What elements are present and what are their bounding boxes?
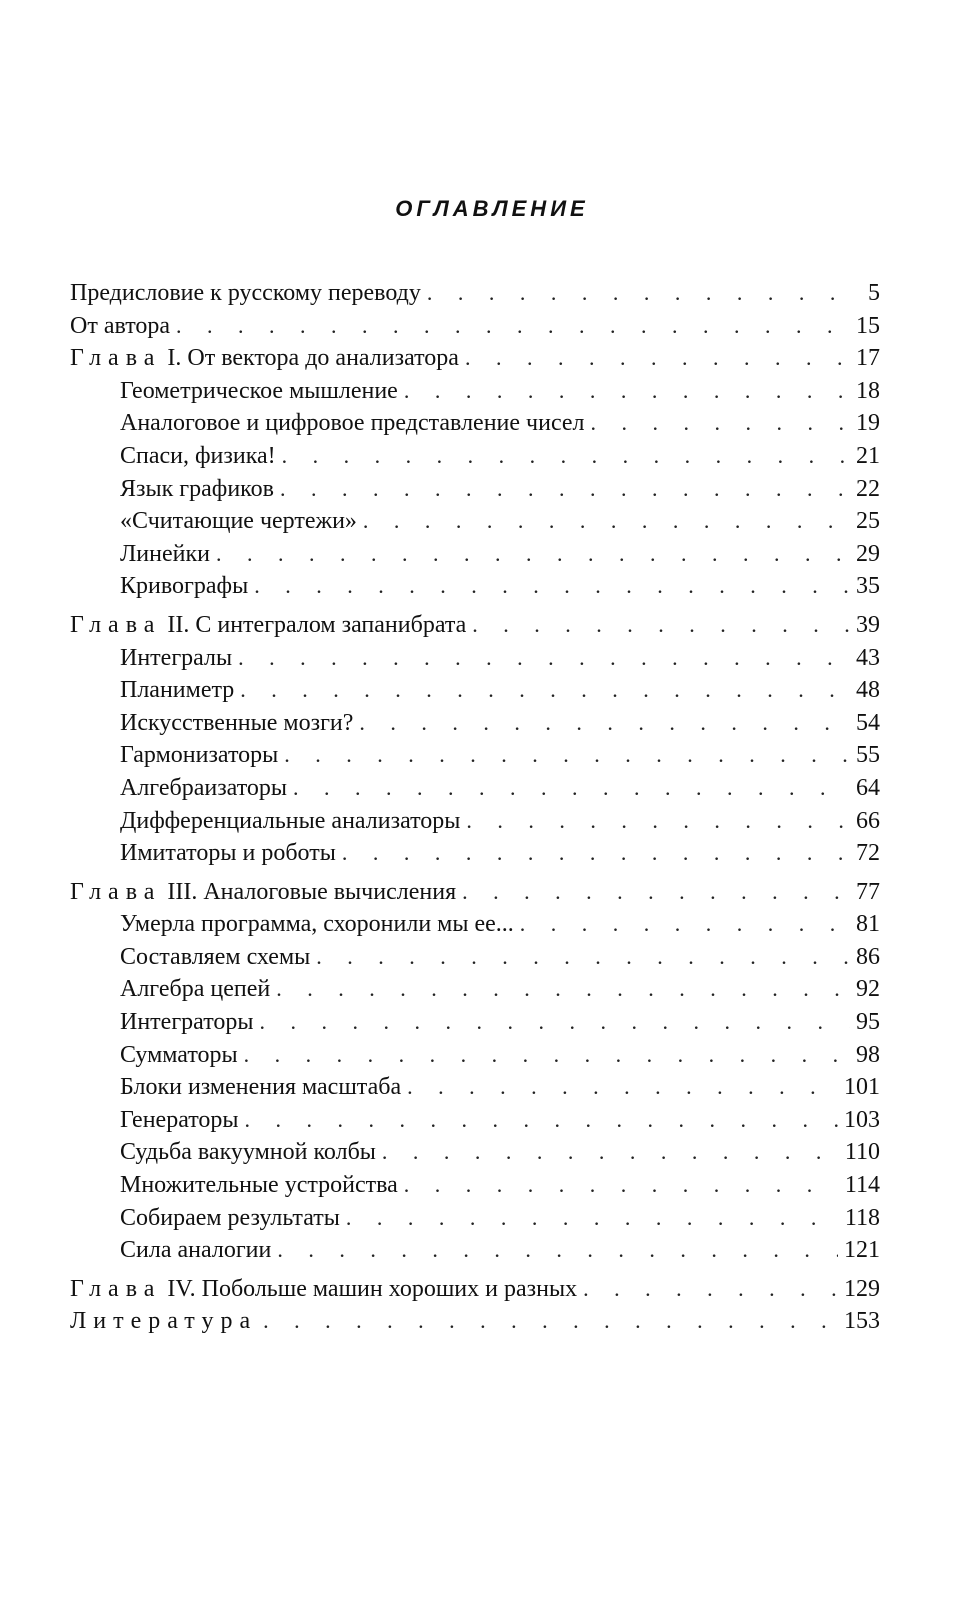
leader-dots bbox=[245, 1107, 838, 1133]
toc-entry-label bbox=[70, 378, 404, 405]
toc-entry-text: Составляем схемы bbox=[120, 943, 311, 970]
toc-entry bbox=[70, 976, 880, 1009]
toc-entry-page: 129 bbox=[844, 1275, 880, 1302]
toc-entry-label bbox=[70, 911, 520, 938]
toc-entry-page: 95 bbox=[856, 1009, 880, 1036]
toc-entry-label bbox=[70, 1139, 382, 1166]
toc-entry-text: II. С интегралом запанибрата bbox=[167, 611, 467, 638]
toc-entry-text: Искусственные мозги? bbox=[120, 709, 354, 736]
toc-entry-label bbox=[70, 1276, 583, 1303]
toc-entry-text: Интеграторы bbox=[120, 1009, 254, 1036]
toc-entry bbox=[70, 742, 880, 775]
toc-entry-label bbox=[70, 1172, 404, 1199]
toc-entry-text: III. Аналоговые вычисления bbox=[167, 878, 457, 905]
toc-entry-text: Алгебра цепей bbox=[120, 976, 271, 1003]
toc-entry-text: Имитаторы и роботы bbox=[120, 840, 336, 867]
toc-entry-page: 81 bbox=[856, 911, 880, 938]
toc-entry-page: 29 bbox=[856, 540, 880, 567]
toc-entry bbox=[70, 476, 880, 509]
toc-entry bbox=[70, 541, 880, 574]
toc-entry bbox=[70, 645, 880, 678]
toc-entry-text: Сила аналогии bbox=[120, 1237, 272, 1264]
leader-dots bbox=[254, 573, 850, 599]
toc-entry-prefix: Глава bbox=[70, 345, 162, 372]
toc-entry bbox=[70, 280, 880, 313]
toc-entry-page: 19 bbox=[856, 410, 880, 437]
leader-dots bbox=[472, 612, 850, 638]
toc-entry-page: 5 bbox=[868, 280, 880, 306]
toc-entry-label bbox=[70, 710, 359, 737]
toc-entry-page: 110 bbox=[844, 1139, 880, 1166]
toc-entry-text: От автора bbox=[70, 312, 171, 339]
toc-entry-page: 98 bbox=[856, 1041, 880, 1068]
toc-entry-text: I. От вектора до анализатора bbox=[167, 345, 459, 372]
toc-entry-label bbox=[70, 976, 276, 1003]
toc-entry-page: 121 bbox=[844, 1237, 880, 1264]
toc-entry-prefix: Литература bbox=[70, 1308, 258, 1335]
toc-entry-page: 153 bbox=[844, 1308, 880, 1335]
toc-entry-prefix: Глава bbox=[70, 878, 162, 905]
leader-dots bbox=[284, 742, 850, 768]
toc-entry-label bbox=[70, 645, 238, 672]
toc-entry-text: Язык графиков bbox=[120, 475, 274, 502]
leader-dots bbox=[240, 677, 850, 703]
toc-entry-text: Генераторы bbox=[120, 1106, 239, 1133]
toc-entry bbox=[70, 1172, 880, 1205]
toc-entry-text: Умерла программа, схоронили мы ее... bbox=[120, 911, 514, 938]
toc-entry-page: 54 bbox=[856, 709, 880, 736]
leader-dots bbox=[176, 313, 850, 339]
toc-entry bbox=[70, 911, 880, 944]
leader-dots bbox=[520, 911, 850, 937]
toc-entry-page: 43 bbox=[856, 644, 880, 671]
toc-entry-label bbox=[70, 1237, 277, 1264]
toc-entry bbox=[70, 1107, 880, 1140]
leader-dots bbox=[363, 508, 850, 534]
leader-dots bbox=[465, 345, 850, 371]
toc-entry bbox=[70, 775, 880, 808]
leader-dots bbox=[466, 808, 850, 834]
toc-entry-text: Предисловие к русскому переводу bbox=[70, 280, 421, 306]
toc-entry bbox=[70, 410, 880, 443]
toc-entry-label bbox=[70, 840, 342, 867]
toc-entry bbox=[70, 612, 880, 645]
table-of-contents bbox=[70, 280, 880, 1341]
toc-entry bbox=[70, 944, 880, 977]
toc-entry-label bbox=[70, 879, 462, 906]
leader-dots bbox=[277, 1237, 838, 1263]
leader-dots bbox=[462, 879, 850, 905]
toc-entry-page: 21 bbox=[856, 442, 880, 469]
toc-entry bbox=[70, 879, 880, 912]
toc-entry bbox=[70, 313, 880, 346]
leader-dots bbox=[583, 1276, 838, 1302]
toc-entry-label bbox=[70, 1205, 346, 1232]
toc-entry bbox=[70, 508, 880, 541]
toc-entry-page: 101 bbox=[844, 1074, 880, 1101]
toc-entry-label bbox=[70, 612, 472, 639]
toc-entry-label bbox=[70, 345, 465, 372]
toc-entry-text: Множительные устройства bbox=[120, 1172, 398, 1199]
toc-entry-label bbox=[70, 677, 240, 704]
toc-entry-text: Собираем результаты bbox=[120, 1204, 340, 1231]
toc-entry-text: «Считающие чертежи» bbox=[120, 508, 357, 535]
toc-entry-text: Кривографы bbox=[120, 573, 249, 600]
toc-entry bbox=[70, 345, 880, 378]
toc-entry-page: 77 bbox=[856, 878, 880, 905]
toc-entry-text: Дифференциальные анализаторы bbox=[120, 807, 461, 834]
toc-entry-text: Аналоговое и цифровое представление чисел bbox=[120, 410, 585, 437]
toc-entry-label bbox=[70, 742, 284, 769]
leader-dots bbox=[293, 775, 850, 801]
toc-entry-label bbox=[70, 1042, 244, 1069]
toc-entry-page: 64 bbox=[856, 774, 880, 801]
toc-entry-page: 15 bbox=[856, 312, 880, 339]
leader-dots bbox=[404, 1172, 839, 1198]
leader-dots bbox=[244, 1042, 850, 1068]
toc-entry-page: 72 bbox=[856, 840, 880, 867]
toc-entry-label bbox=[70, 541, 216, 568]
leader-dots bbox=[591, 410, 850, 436]
leader-dots bbox=[276, 976, 850, 1002]
toc-entry bbox=[70, 1308, 880, 1341]
toc-entry-page: 55 bbox=[856, 742, 880, 769]
toc-entry bbox=[70, 443, 880, 476]
toc-entry-page: 17 bbox=[856, 345, 880, 372]
toc-entry-label bbox=[70, 1074, 407, 1101]
leader-dots bbox=[238, 645, 850, 671]
toc-entry-label bbox=[70, 775, 293, 802]
toc-entry-label bbox=[70, 1107, 245, 1134]
toc-entry-label bbox=[70, 280, 427, 307]
toc-entry bbox=[70, 1205, 880, 1238]
toc-entry-label bbox=[70, 443, 282, 470]
toc-entry bbox=[70, 378, 880, 411]
leader-dots bbox=[407, 1074, 838, 1100]
toc-entry-page: 35 bbox=[856, 573, 880, 600]
toc-entry-page: 22 bbox=[856, 475, 880, 502]
toc-entry-text: Линейки bbox=[120, 540, 210, 567]
toc-entry-label bbox=[70, 573, 254, 600]
toc-entry-page: 18 bbox=[856, 377, 880, 404]
toc-entry bbox=[70, 1042, 880, 1075]
toc-entry-label bbox=[70, 476, 280, 503]
toc-entry-text: Блоки изменения масштаба bbox=[120, 1074, 402, 1101]
toc-entry-page: 25 bbox=[856, 508, 880, 535]
toc-entry-text: IV. Побольше машин хороших и разных bbox=[167, 1275, 578, 1302]
toc-entry bbox=[70, 677, 880, 710]
page-title: ОГЛАВЛЕНИЕ bbox=[395, 196, 589, 221]
toc-entry-label bbox=[70, 1009, 260, 1036]
toc-entry bbox=[70, 840, 880, 873]
leader-dots bbox=[216, 541, 850, 567]
leader-dots bbox=[382, 1139, 839, 1165]
toc-entry-text: Алгебраизаторы bbox=[120, 774, 288, 801]
toc-entry bbox=[70, 1139, 880, 1172]
leader-dots bbox=[342, 840, 850, 866]
leader-dots bbox=[316, 944, 850, 970]
toc-entry-page: 92 bbox=[856, 976, 880, 1003]
toc-entry bbox=[70, 808, 880, 841]
toc-entry-text: Судьба вакуумной колбы bbox=[120, 1139, 376, 1166]
toc-entry-text: Гармонизаторы bbox=[120, 742, 279, 769]
toc-entry bbox=[70, 1276, 880, 1309]
leader-dots bbox=[282, 443, 850, 469]
leader-dots bbox=[260, 1009, 851, 1035]
toc-entry-page: 86 bbox=[856, 943, 880, 970]
toc-entry-text: Спаси, физика! bbox=[120, 442, 276, 469]
toc-entry-text: Геометрическое мышление bbox=[120, 377, 398, 404]
toc-entry-label bbox=[70, 944, 316, 971]
leader-dots bbox=[359, 710, 850, 736]
toc-entry-page: 48 bbox=[856, 677, 880, 704]
toc-entry bbox=[70, 710, 880, 743]
leader-dots bbox=[263, 1308, 838, 1334]
toc-entry bbox=[70, 1009, 880, 1042]
toc-entry bbox=[70, 1074, 880, 1107]
leader-dots bbox=[280, 476, 850, 502]
toc-entry-text: Планиметр bbox=[120, 677, 235, 704]
toc-entry bbox=[70, 1237, 880, 1270]
toc-entry-text: Интегралы bbox=[120, 644, 233, 671]
toc-entry-label bbox=[70, 508, 363, 535]
toc-entry-page: 103 bbox=[844, 1106, 880, 1133]
toc-entry-label bbox=[70, 808, 466, 835]
toc-entry-label bbox=[70, 410, 591, 437]
toc-entry-prefix: Глава bbox=[70, 1275, 162, 1302]
toc-entry-label bbox=[70, 313, 176, 340]
toc-entry-label bbox=[70, 1308, 263, 1335]
leader-dots bbox=[404, 378, 850, 404]
toc-entry-prefix: Глава bbox=[70, 611, 162, 638]
leader-dots bbox=[427, 280, 850, 306]
toc-entry-page: 118 bbox=[844, 1204, 880, 1231]
toc-entry-page: 66 bbox=[856, 807, 880, 834]
toc-entry-text: Сумматоры bbox=[120, 1041, 238, 1068]
toc-entry-page: 39 bbox=[856, 611, 880, 638]
leader-dots bbox=[346, 1205, 839, 1231]
toc-entry-page: 114 bbox=[844, 1172, 880, 1199]
toc-entry bbox=[70, 573, 880, 606]
